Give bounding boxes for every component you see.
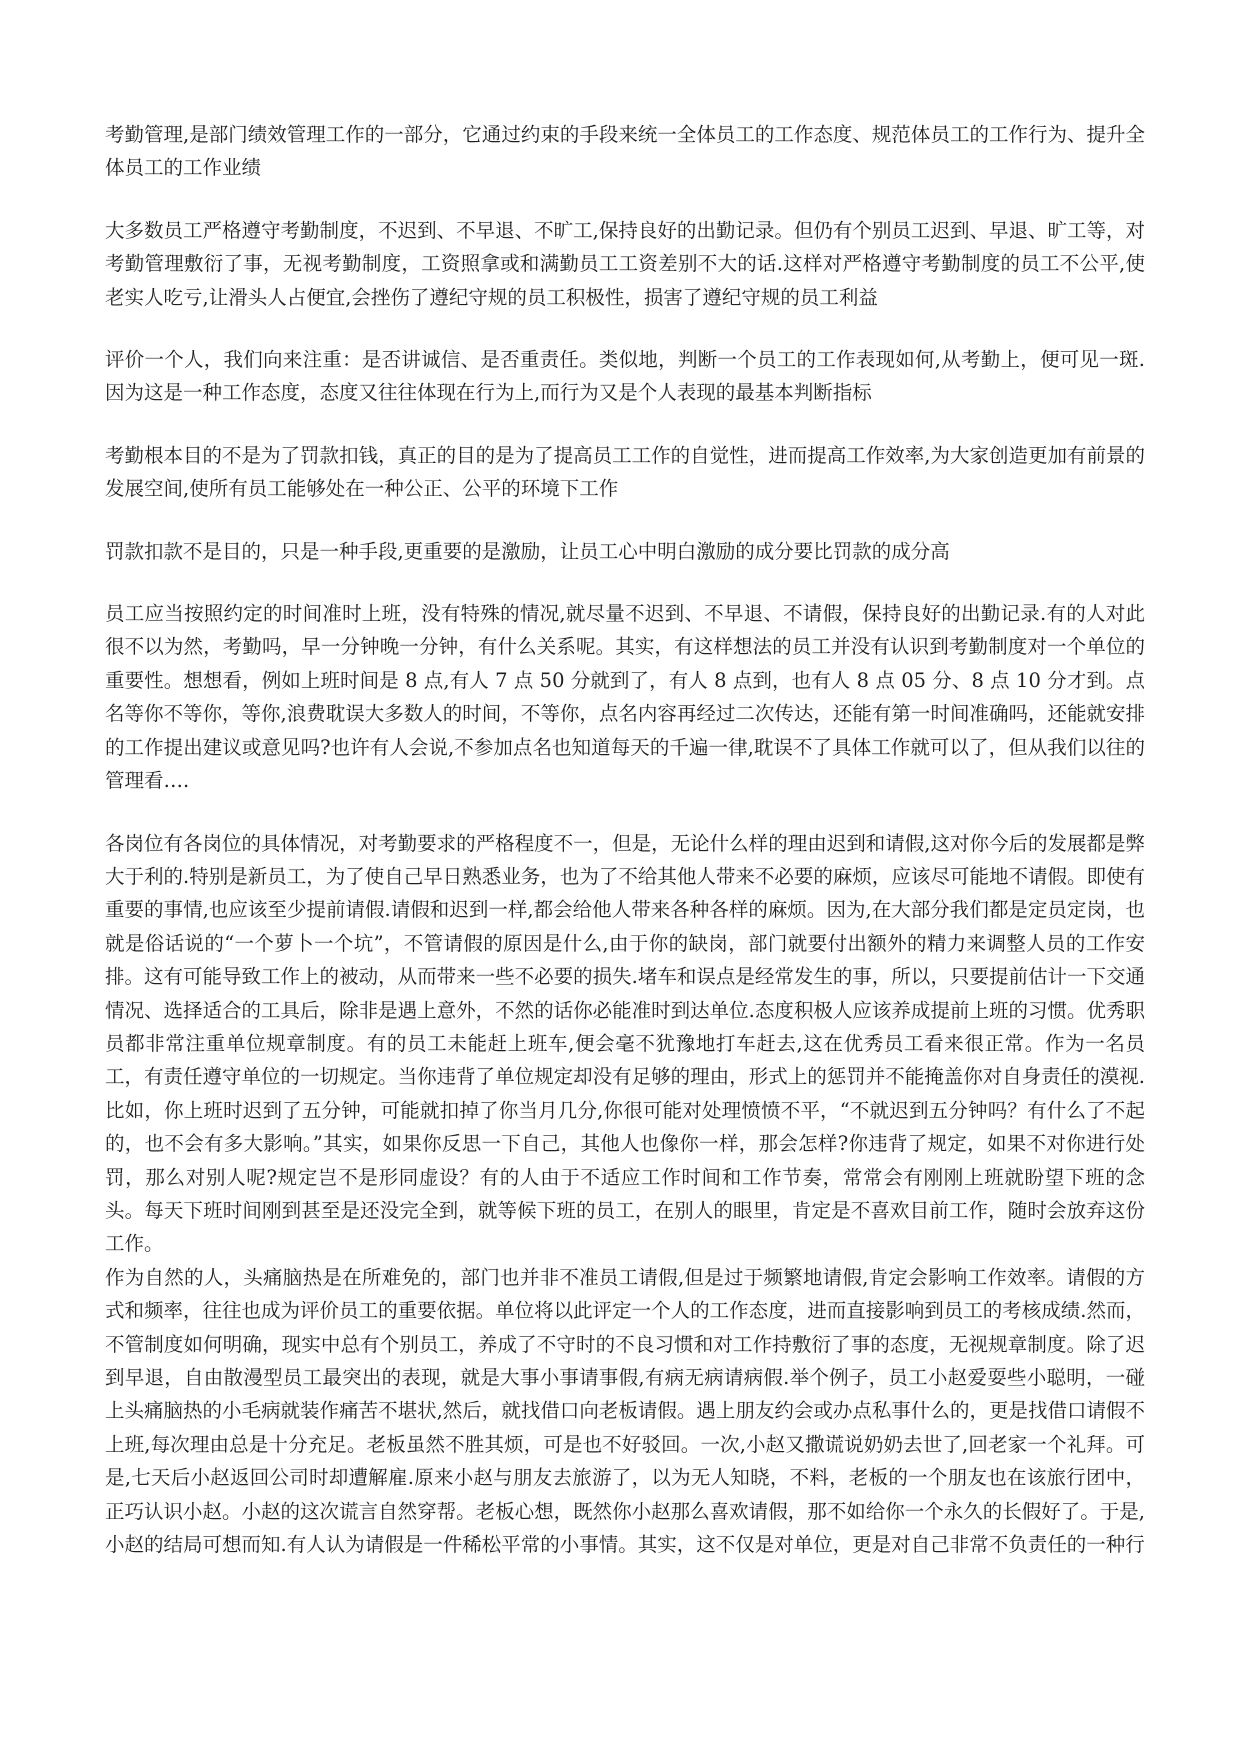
paragraph-fairness: 大多数员工严格遵守考勤制度，不迟到、不早退、不旷工,保持良好的出勤记录。但仍有个别员工迟到、早退、旷工等，对考勤管理敷衍了事，无视考勤制度，工资照拿或和满勤员工工资差别不大的话.这样对严格遵守考勤制度的员工不公平,使老实人吃亏,让滑头人占便宜,会挫伤了遵纪守规的员工积极性，损害了遵纪守规的员工利益 (105, 218, 1145, 309)
paragraph-evaluation: 评价一个人，我们向来注重：是否讲诚信、是否重责任。类似地，判断一个员工的工作表现如何,从考勤上，便可见一斑.因为这是一种工作态度，态度又往往体现在行为上,而行为又是个人表现的最基本判断指标 (105, 348, 1145, 405)
paragraph-leave-requests: 各岗位有各岗位的具体情况，对考勤要求的严格程度不一，但是，无论什么样的理由迟到和请假,这对你今后的发展都是弊大于利的.特别是新员工，为了使自己早日熟悉业务，也为了不给其他人带来不必要的麻烦，应该尽可能地不请假。即使有重要的事情,也应该至少提前请假.请假和迟到一样,都会给他人带来各种各样的麻烦。因为,在大部分我们都是定员定岗，也就是俗话说的“一个萝卜一个坑”，不管请假的原因是什么,由于你的缺岗，部门就要付出额外的精力来调整人员的工作安排。这有可能导致工作上的被动，从而带来一些不必要的损失.堵车和误点是经常发生的事，所以，只要提前估计一下交通情况、选择适合的工具后，除非是遇上意外，不然的话你必能准时到达单位.态度积极人应该养成提前上班的习惯。优秀职员都非常注重单位规章制度。有的员工未能赶上班车,便会毫不犹豫地打车赶去,这在优秀员工看来很正常。作为一名员工，有责任遵守单位的一切规定。当你违背了单位规定却没有足够的理由，形式上的惩罚并不能掩盖你对自身责任的漠视.比如，你上班时迟到了五分钟，可能就扣掉了你当月几分,你很可能对处理愤愤不平，“不就迟到五分钟吗？有什么了不起的，也不会有多大影响。”其实，如果你反思一下自己，其他人也像你一样，那会怎样?你违背了规定，如果不对你进行处罚，那么对别人呢?规定岂不是形同虚设？有的人由于不适应工作时间和工作节奏，常常会有刚刚上班就盼望下班的念头。每天下班时间刚到甚至是还没完全到，就等候下班的员工，在别人的眼里，肯定是不喜欢目前工作，随时会放弃这份工作。 (105, 831, 1145, 1256)
paragraph-fines: 罚款扣款不是目的，只是一种手段,更重要的是激励，让员工心中明白激励的成分要比罚款的成分高 (105, 539, 950, 563)
paragraph-attendance-definition: 考勤管理,是部门绩效管理工作的一部分，它通过约束的手段来统一全体员工的工作态度、规范体员工的工作行为、提升全体员工的工作业绩 (105, 123, 1145, 180)
paragraph-punctuality: 员工应当按照约定的时间准时上班，没有特殊的情况,就尽量不迟到、不早退、不请假，保持良好的出勤记录.有的人对此很不以为然，考勤吗，早一分钟晚一分钟，有什么关系呢。其实，有这样想法的员工并没有认识到考勤制度对一个单位的重要性。想想看，例如上班时间是 8 点,有人 7 点 50 分就到了，有人 8 点到，也有人 8 点 05 分、8 点 10 分才到。点名等你不等你，等你,浪费耽误大多数人的时间，不等你，点名内容再经过二次传达，还能有第一时间准确吗，还能就安排的工作提出建议或意见吗?也许有人会说,不参加点名也知道每天的千遍一律,耽误不了具体工作就可以了，但从我们以往的管理看…. (105, 602, 1145, 793)
paragraph-sick-leave-example: 作为自然的人，头痛脑热是在所难免的，部门也并非不准员工请假,但是过于频繁地请假,肯定会影响工作效率。请假的方式和频率，往往也成为评价员工的重要依据。单位将以此评定一个人的工作态度，进而直接影响到员工的考核成绩.然而，不管制度如何明确，现实中总有个别员工，养成了不守时的不良习惯和对工作持敷衍了事的态度，无视规章制度。除了迟到早退，自由散漫型员工最突出的表现，就是大事小事请事假,有病无病请病假.举个例子，员工小赵爱耍些小聪明，一碰上头痛脑热的小毛病就装作痛苦不堪状,然后，就找借口向老板请假。遇上朋友约会或办点私事什么的，更是找借口请假不上班,每次理由总是十分充足。老板虽然不胜其烦，可是也不好驳回。一次,小赵又撒谎说奶奶去世了,回老家一个礼拜。可是,七天后小赵返回公司时却遭解雇.原来小赵与朋友去旅游了，以为无人知晓，不料，老板的一个朋友也在该旅行团中，正巧认识小赵。小赵的这次谎言自然穿帮。老板心想，既然你小赵那么喜欢请假，那不如给你一个永久的长假好了。于是,小赵的结局可想而知.有人认为请假是一件稀松平常的小事情。其实，这不仅是对单位，更是对自己非常不负责任的一种行 (105, 1265, 1145, 1557)
paragraph-purpose: 考勤根本目的不是为了罚款扣钱，真正的目的是为了提高员工工作的自觉性，进而提高工作效率,为大家创造更加有前景的发展空间,使所有员工能够处在一种公正、公平的环境下工作 (105, 443, 1145, 501)
document-body (105, 118, 1145, 1561)
